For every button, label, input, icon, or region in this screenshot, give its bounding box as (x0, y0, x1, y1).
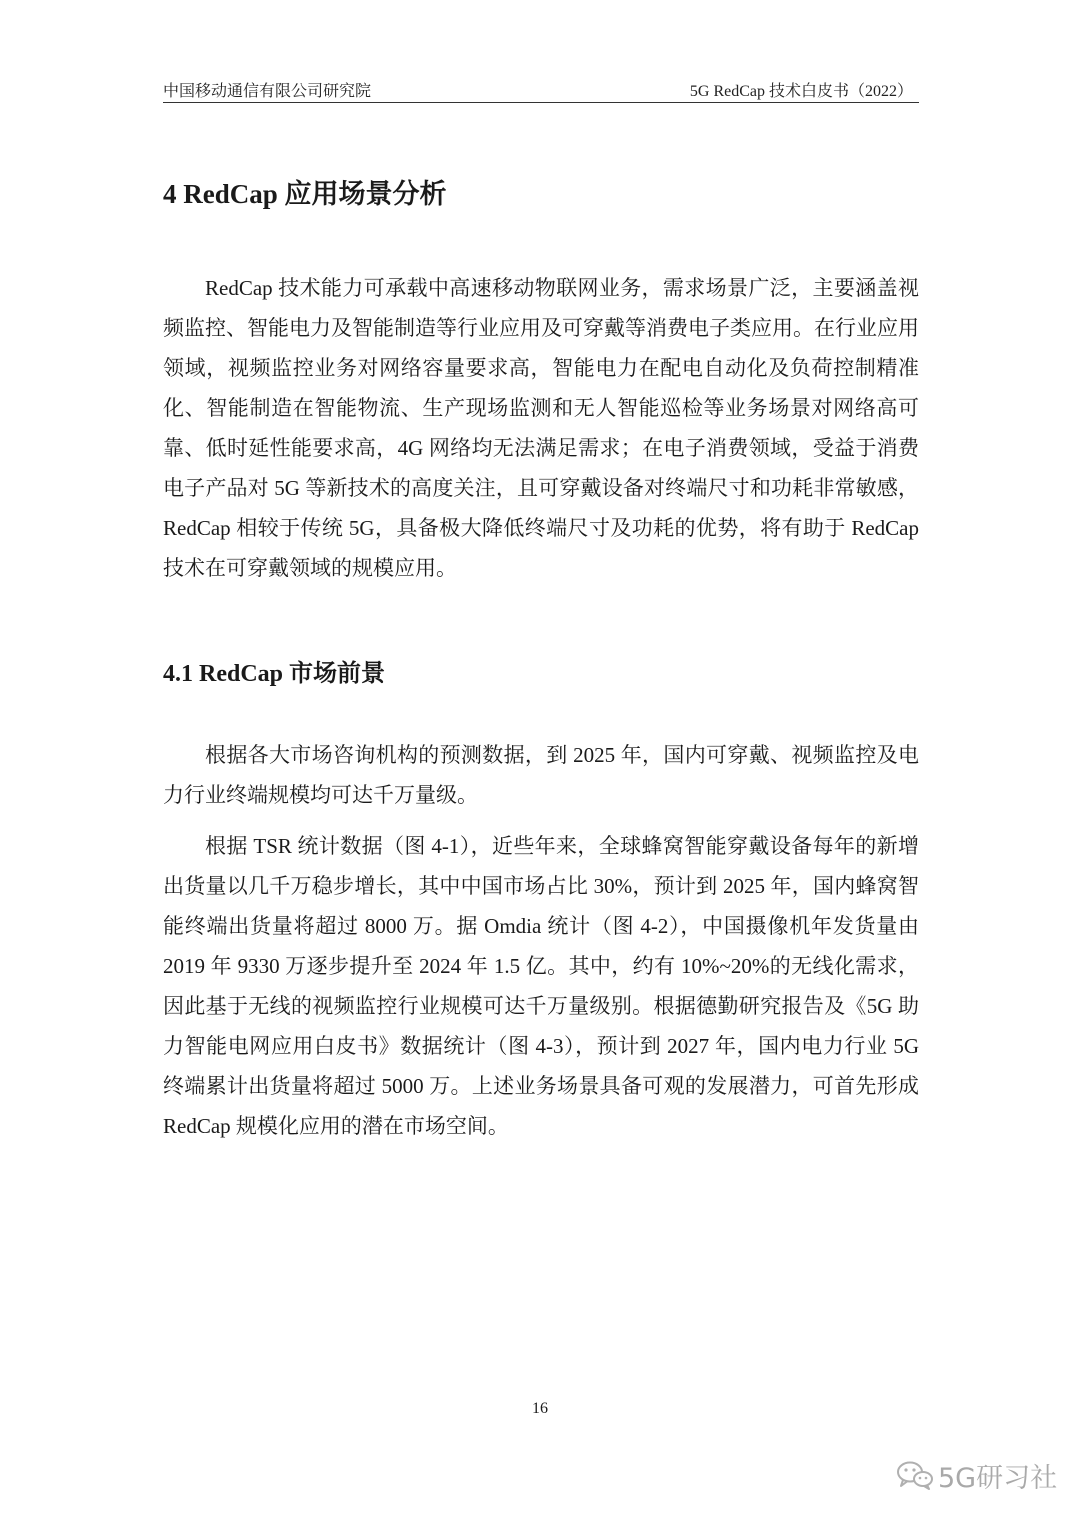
watermark (896, 1457, 1057, 1493)
market-paragraph-1: 根据各大市场咨询机构的预测数据，到 2025 年，国内可穿戴、视频监控及电力行业终端规模均可达千万量级。 (163, 743, 919, 807)
page-number: 16 (532, 1400, 548, 1417)
header-document-title: 5G RedCap 技术白皮书（2022） (689, 83, 913, 100)
subsection-number: 4.1 (163, 661, 193, 687)
wechat-icon (896, 1460, 934, 1490)
section-heading (163, 174, 447, 214)
subsection-heading (163, 656, 385, 692)
section-intro-paragraph: RedCap 技术能力可承载中高速移动物联网业务，需求场景广泛，主要涵盖视频监控、智能电力及智能制造等行业应用及可穿戴等消费电子类应用。在行业应用领域，视频监控业务对网络容量要求高，智能电力在配电自动化及负荷控制精准化、智能制造在智能物流、生产现场监测和无人智能巡检等业务场景对网络高可靠、低时延性能要求高，4G 网络均无法满足需求；在电子消费领域，受益于消费电子产品对 5G 等新技术的高度关注，且可穿戴设备对终端尺寸和功耗非常敏感，RedCap 相较于传统 5G，具备极大降低终端尺寸及功耗的优势，将有助于 RedCap 技术在可穿戴领域的规模应用。 (163, 276, 919, 580)
watermark-text: 5G研习社 (938, 1462, 1058, 1494)
section-title: RedCap 应用场景分析 (183, 179, 447, 209)
market-paragraph-2: 根据 TSR 统计数据（图 4-1），近些年来，全球蜂窝智能穿戴设备每年的新增出货量以几千万稳步增长，其中中国市场占比 30%，预计到 2025 年，国内蜂窝智能终端出货量将超过 8000 万。据 Omdia 统计（图 4-2），中国摄像机年发货量由 2019 年 9330 万逐步提升至 2024 年 1.5 亿。其中，约有 10%~20%的无线化需求，因此基于无线的视频监控行业规模可达千万量级别。根据德勤研究报告及《5G 助力智能电网应用白皮书》数据统计（图 4-3），预计到 2027 年，国内电力行业 5G 终端累计出货量将超过 5000 万。上述业务场景具备可观的发展潜力，可首先形成 RedCap 规模化应用的潜在市场空间。 (163, 834, 919, 1138)
subsection-title: RedCap 市场前景 (199, 661, 386, 687)
page-header (163, 76, 919, 103)
header-organization: 中国移动通信有限公司研究院 (163, 83, 372, 100)
section-number: 4 (163, 179, 177, 209)
